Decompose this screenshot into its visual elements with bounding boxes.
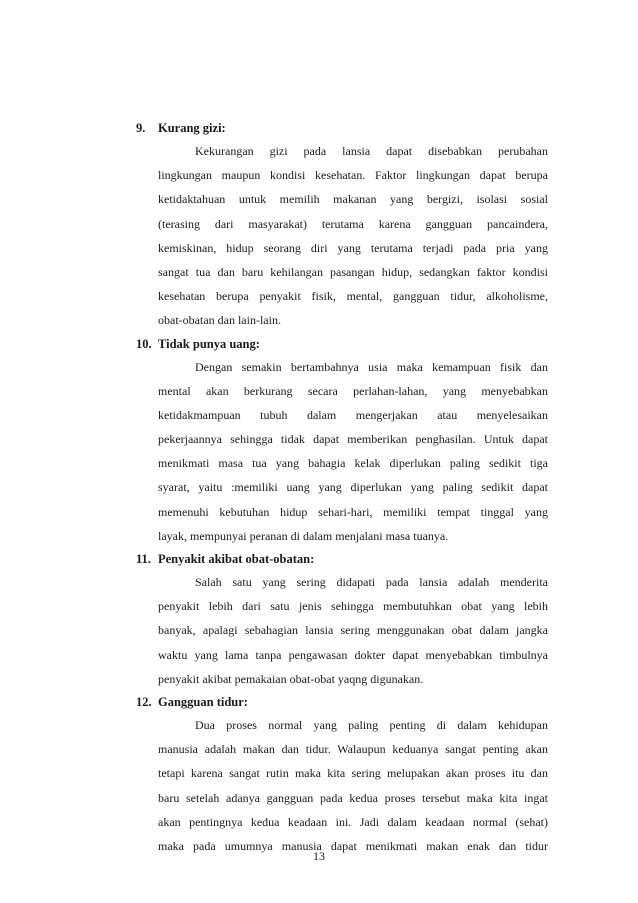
section-paragraph (136, 355, 548, 549)
section-number: 12. (136, 694, 152, 709)
paragraph-line: obat-obatan dan lain-lain. (158, 313, 281, 328)
section-heading (136, 117, 548, 139)
paragraph-line: syarat, yaitu :memiliki uang yang diperlukan yang paling sedikit dapat (158, 480, 548, 495)
paragraph-line: penyakit akibat pemakaian obat-obat yaqng digunakan. (158, 671, 424, 686)
paragraph-line: layak, mempunyai peranan di dalam menjalani masa tuanya. (158, 528, 449, 543)
paragraph-line: ketidaktahuan untuk memilih makanan yang bergizi, isolasi sosial (158, 192, 548, 207)
section-paragraph (136, 713, 548, 858)
section-kurang-gizi (136, 117, 548, 333)
section-heading (136, 548, 548, 570)
section-title: Tidak punya uang: (158, 336, 260, 351)
paragraph-line: baru setelah adanya gangguan pada kedua proses tersebut maka kita ingat (158, 790, 548, 805)
paragraph-line: pekerjaannya sehingga tidak dapat memberikan penghasilan. Untuk dapat (158, 432, 548, 447)
section-penyakit-akibat-obat (136, 548, 548, 691)
section-heading (136, 691, 548, 713)
paragraph-line: (terasing dari masyarakat) terutama karena gangguan pancaindera, (158, 216, 548, 231)
paragraph-line: sangat tua dan baru kehilangan pasangan hidup, sedangkan faktor kondisi (158, 264, 548, 279)
paragraph-line: banyak, apalagi sebahagian lansia sering menggunakan obat dalam jangka (158, 623, 548, 638)
section-title: Gangguan tidur: (158, 694, 248, 709)
paragraph-line: kesehatan berupa penyakit fisik, mental, gangguan tidur, alkoholisme, (158, 289, 548, 304)
paragraph-line: mental akan berkurang secara perlahan-lahan, yang menyebabkan (158, 383, 548, 398)
paragraph-line: menikmati masa tua yang bahagia kelak diperlukan paling sedikit tiga (158, 456, 548, 471)
section-paragraph (136, 139, 548, 333)
paragraph-line: memenuhi kebutuhan hidup sehari-hari, memiliki tempat tinggal yang (158, 504, 548, 519)
section-heading (136, 333, 548, 355)
section-paragraph (136, 570, 548, 691)
section-title: Penyakit akibat obat-obatan: (158, 552, 315, 566)
paragraph-line: kemiskinan, hidup seorang diri yang terutama terjadi pada pria yang (158, 240, 548, 255)
section-number: 9. (136, 121, 146, 135)
page-content (136, 117, 548, 858)
paragraph-line: Kekurangan gizi pada lansia dapat disebabkan perubahan (195, 144, 548, 158)
section-number: 10. (136, 336, 152, 351)
paragraph-line: lingkungan maupun kondisi kesehatan. Faktor lingkungan dapat berupa (158, 168, 548, 183)
paragraph-line: Dengan semakin bertambahnya usia maka kemampuan fisik dan (195, 359, 548, 374)
paragraph-line: akan pentingnya kedua keadaan ini. Jadi dalam keadaan normal (sehat) (158, 814, 548, 829)
section-title: Kurang gizi: (158, 121, 226, 135)
paragraph-line: Dua proses normal yang paling penting di dalam kehidupan (195, 717, 548, 732)
paragraph-line: maka pada umumnya manusia dapat menikmati makan enak dan tidur (158, 838, 548, 853)
section-tidak-punya-uang (136, 333, 548, 549)
paragraph-line: Salah satu yang sering didapati pada lansia adalah menderita (195, 575, 548, 589)
paragraph-line: ketidakmampuan tubuh dalam mengerjakan atau menyelesaikan (158, 407, 548, 422)
page-number: 13 (313, 849, 325, 863)
section-gangguan-tidur (136, 691, 548, 858)
paragraph-line: tetapi karena sangat rutin maka kita sering melupakan akan proses itu dan (158, 766, 548, 781)
paragraph-line: manusia adalah makan dan tidur. Walaupun keduanya sangat penting akan (158, 742, 548, 757)
section-number: 11. (136, 552, 151, 566)
paragraph-line: waktu yang lama tanpa pengawasan dokter dapat menyebabkan timbulnya (158, 647, 548, 662)
paragraph-line: penyakit lebih dari satu jenis sehingga membutuhkan obat yang lebih (158, 599, 548, 614)
